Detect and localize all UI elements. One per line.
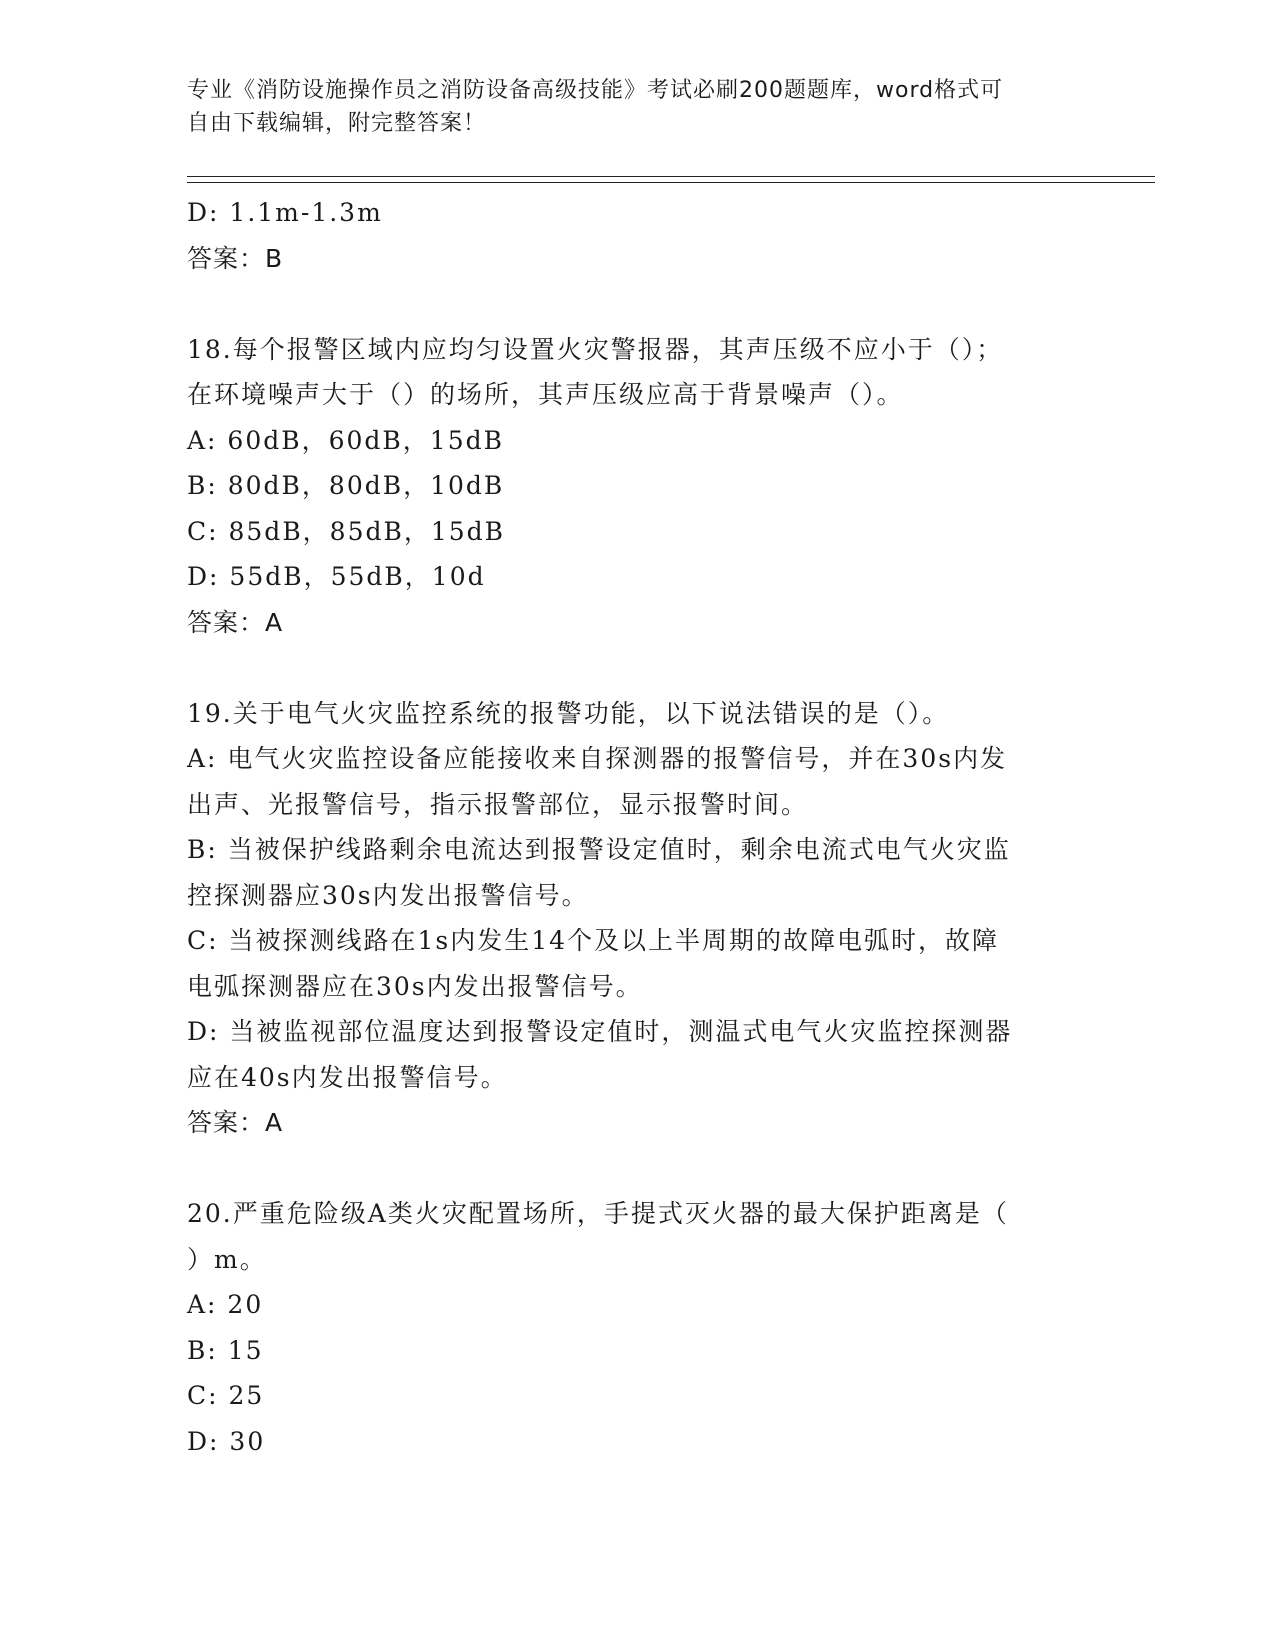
option-b: B: 15 (187, 1335, 264, 1365)
answer: 答案：B (187, 243, 284, 273)
option-c: C: 85dB，85dB，15dB (187, 516, 506, 546)
option-d: D: 30 (187, 1426, 266, 1456)
page-header (187, 74, 1067, 140)
spacer (187, 645, 1087, 691)
document-body (187, 190, 1087, 1464)
question-18 (187, 327, 1087, 646)
option-c: C: 25 (187, 1381, 265, 1410)
spacer (187, 1146, 1087, 1192)
question-17-tail (187, 190, 1087, 281)
header-line-1: 专业《消防设施操作员之消防设备高级技能》考试必刷200题题库，word格式可 (187, 78, 1004, 103)
option-b-cont: 控探测器应30s内发出报警信号。 (187, 880, 589, 910)
header-rule-top (187, 176, 1155, 177)
option-d: D: 1.1m-1.3m (187, 198, 383, 227)
option-a: A: 电气火灾监控设备应能接收来自探测器的报警信号，并在30s内发 (187, 744, 1008, 773)
question-stem: 19.关于电气火灾监控系统的报警功能，以下说法错误的是（）。 (187, 698, 950, 728)
option-a: A: 60dB，60dB，15dB (187, 425, 504, 455)
question-20 (187, 1191, 1087, 1464)
header-line-2: 自由下载编辑，附完整答案！ (187, 111, 487, 136)
option-a-cont: 出声、光报警信号，指示报警部位，显示报警时间。 (187, 789, 809, 819)
option-d: D: 当被监视部位温度达到报警设定值时，测温式电气火灾监控探测器 (187, 1017, 1013, 1046)
option-c-cont: 电弧探测器应在30s内发出报警信号。 (187, 971, 643, 1001)
option-c: C: 当被探测线路在1s内发生14个及以上半周期的故障电弧时，故障 (187, 926, 1000, 955)
question-stem: 20.严重危险级A类火灾配置场所，手提式灭火器的最大保护距离是（ (187, 1199, 1009, 1228)
header-rule-bottom (187, 182, 1155, 183)
question-stem: 18.每个报警区域内应均匀设置火灾警报器，其声压级不应小于（）； (187, 334, 1004, 364)
option-d-cont: 应在40s内发出报警信号。 (187, 1062, 508, 1092)
answer: 答案：A (187, 607, 284, 637)
spacer (187, 281, 1087, 327)
option-b: B: 当被保护线路剩余电流达到报警设定值时，剩余电流式电气火灾监 (187, 835, 1011, 864)
option-a: A: 20 (187, 1290, 264, 1319)
question-stem: 在环境噪声大于（）的场所，其声压级应高于背景噪声（）。 (187, 380, 904, 409)
question-stem: ）m。 (187, 1244, 267, 1274)
option-d: D: 55dB，55dB，10d (187, 562, 486, 591)
question-19 (187, 691, 1087, 1146)
answer: 答案：A (187, 1108, 284, 1137)
option-b: B: 80dB，80dB，10dB (187, 471, 505, 500)
